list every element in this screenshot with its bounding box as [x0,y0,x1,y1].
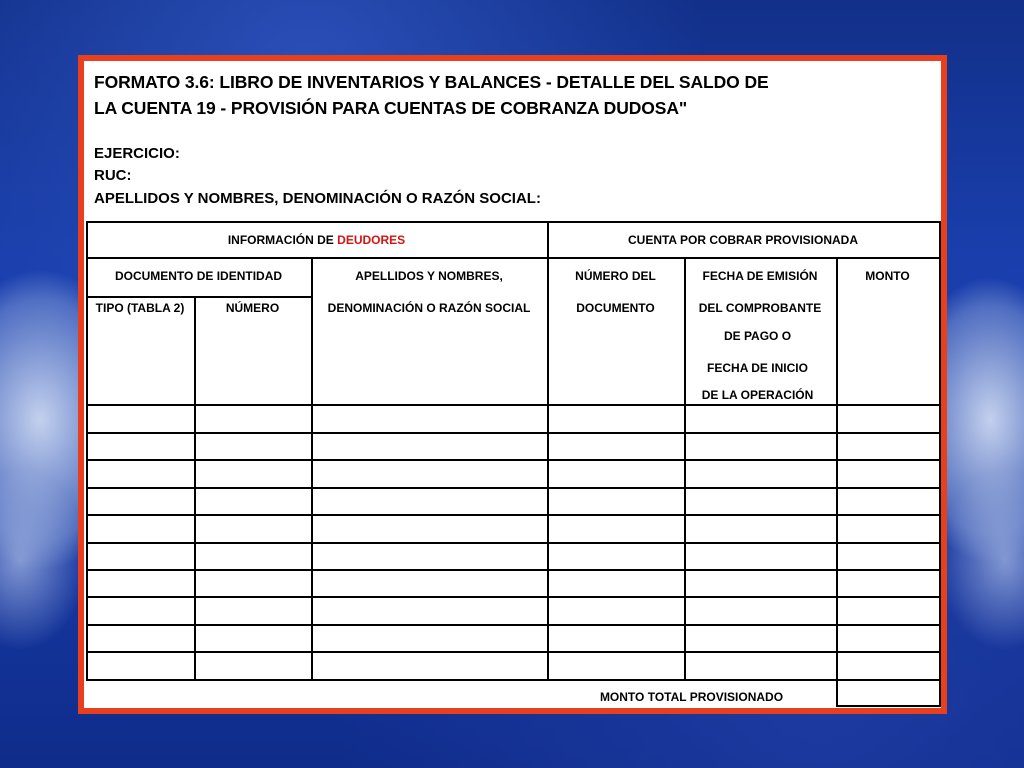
fecha-header-line-5: DE LA OPERACIÓN [701,388,814,402]
table-rule [836,705,941,707]
table-rule [311,257,313,679]
table-rule [86,221,941,223]
num-doc-header-line-2: DOCUMENTO [576,301,655,315]
ruc-label: RUC: [94,167,132,184]
table-rule [86,651,941,653]
fecha-header-line-1: FECHA DE EMISIÓN [702,269,818,283]
table-rule [684,257,686,679]
table-rule [86,542,941,544]
provision-table [84,61,941,708]
total-label: MONTO TOTAL PROVISIONADO [599,690,784,704]
form-frame [78,55,947,714]
table-rule [86,432,941,434]
monto-header: MONTO [865,269,910,283]
form-title-line-1: FORMATO 3.6: LIBRO DE INVENTARIOS Y BALANCES - DETALLE DEL SALDO DE [94,72,769,92]
table-rule [86,296,313,298]
tipo-header: TIPO (TABLA 2) [95,301,185,315]
table-rule [194,296,196,679]
ejercicio-label: EJERCICIO: [94,145,180,162]
apellidos-header-line-1: APELLIDOS Y NOMBRES, [355,269,503,283]
group-cuenta-header: CUENTA POR COBRAR PROVISIONADA [627,233,858,247]
table-rule [86,404,941,406]
form-title-line-2: LA CUENTA 19 - PROVISIÓN PARA CUENTAS DE COBRANZA DUDOSA" [94,98,688,118]
numero-header: NÚMERO [225,301,280,315]
table-rule [86,514,941,516]
fecha-header-line-3: DE PAGO O [723,329,792,343]
table-rule [86,221,88,679]
group-info-highlight: DEUDORES [337,233,406,247]
table-rule [86,487,941,489]
apellidos-header-line-2: DENOMINACIÓN O RAZÓN SOCIAL [327,301,531,315]
table-rule [939,221,941,707]
table-rule [836,257,838,707]
fecha-header-line-4: FECHA DE INICIO [707,361,808,375]
table-rule [86,596,941,598]
num-doc-header-line-1: NÚMERO DEL [575,269,656,283]
table-rule [86,257,941,259]
group-info-prefix: INFORMACIÓN DE [227,233,338,247]
doc-identidad-header: DOCUMENTO DE IDENTIDAD [114,269,283,283]
table-rule [86,569,941,571]
table-rule [547,221,549,679]
table-rule [86,679,941,681]
razon-social-label: APELLIDOS Y NOMBRES, DENOMINACIÓN O RAZÓN SOCIAL: [94,190,541,207]
fecha-header-line-2: DEL COMPROBANTE [698,301,822,315]
table-rule [86,624,941,626]
table-rule [86,459,941,461]
group-info-header [86,233,547,247]
